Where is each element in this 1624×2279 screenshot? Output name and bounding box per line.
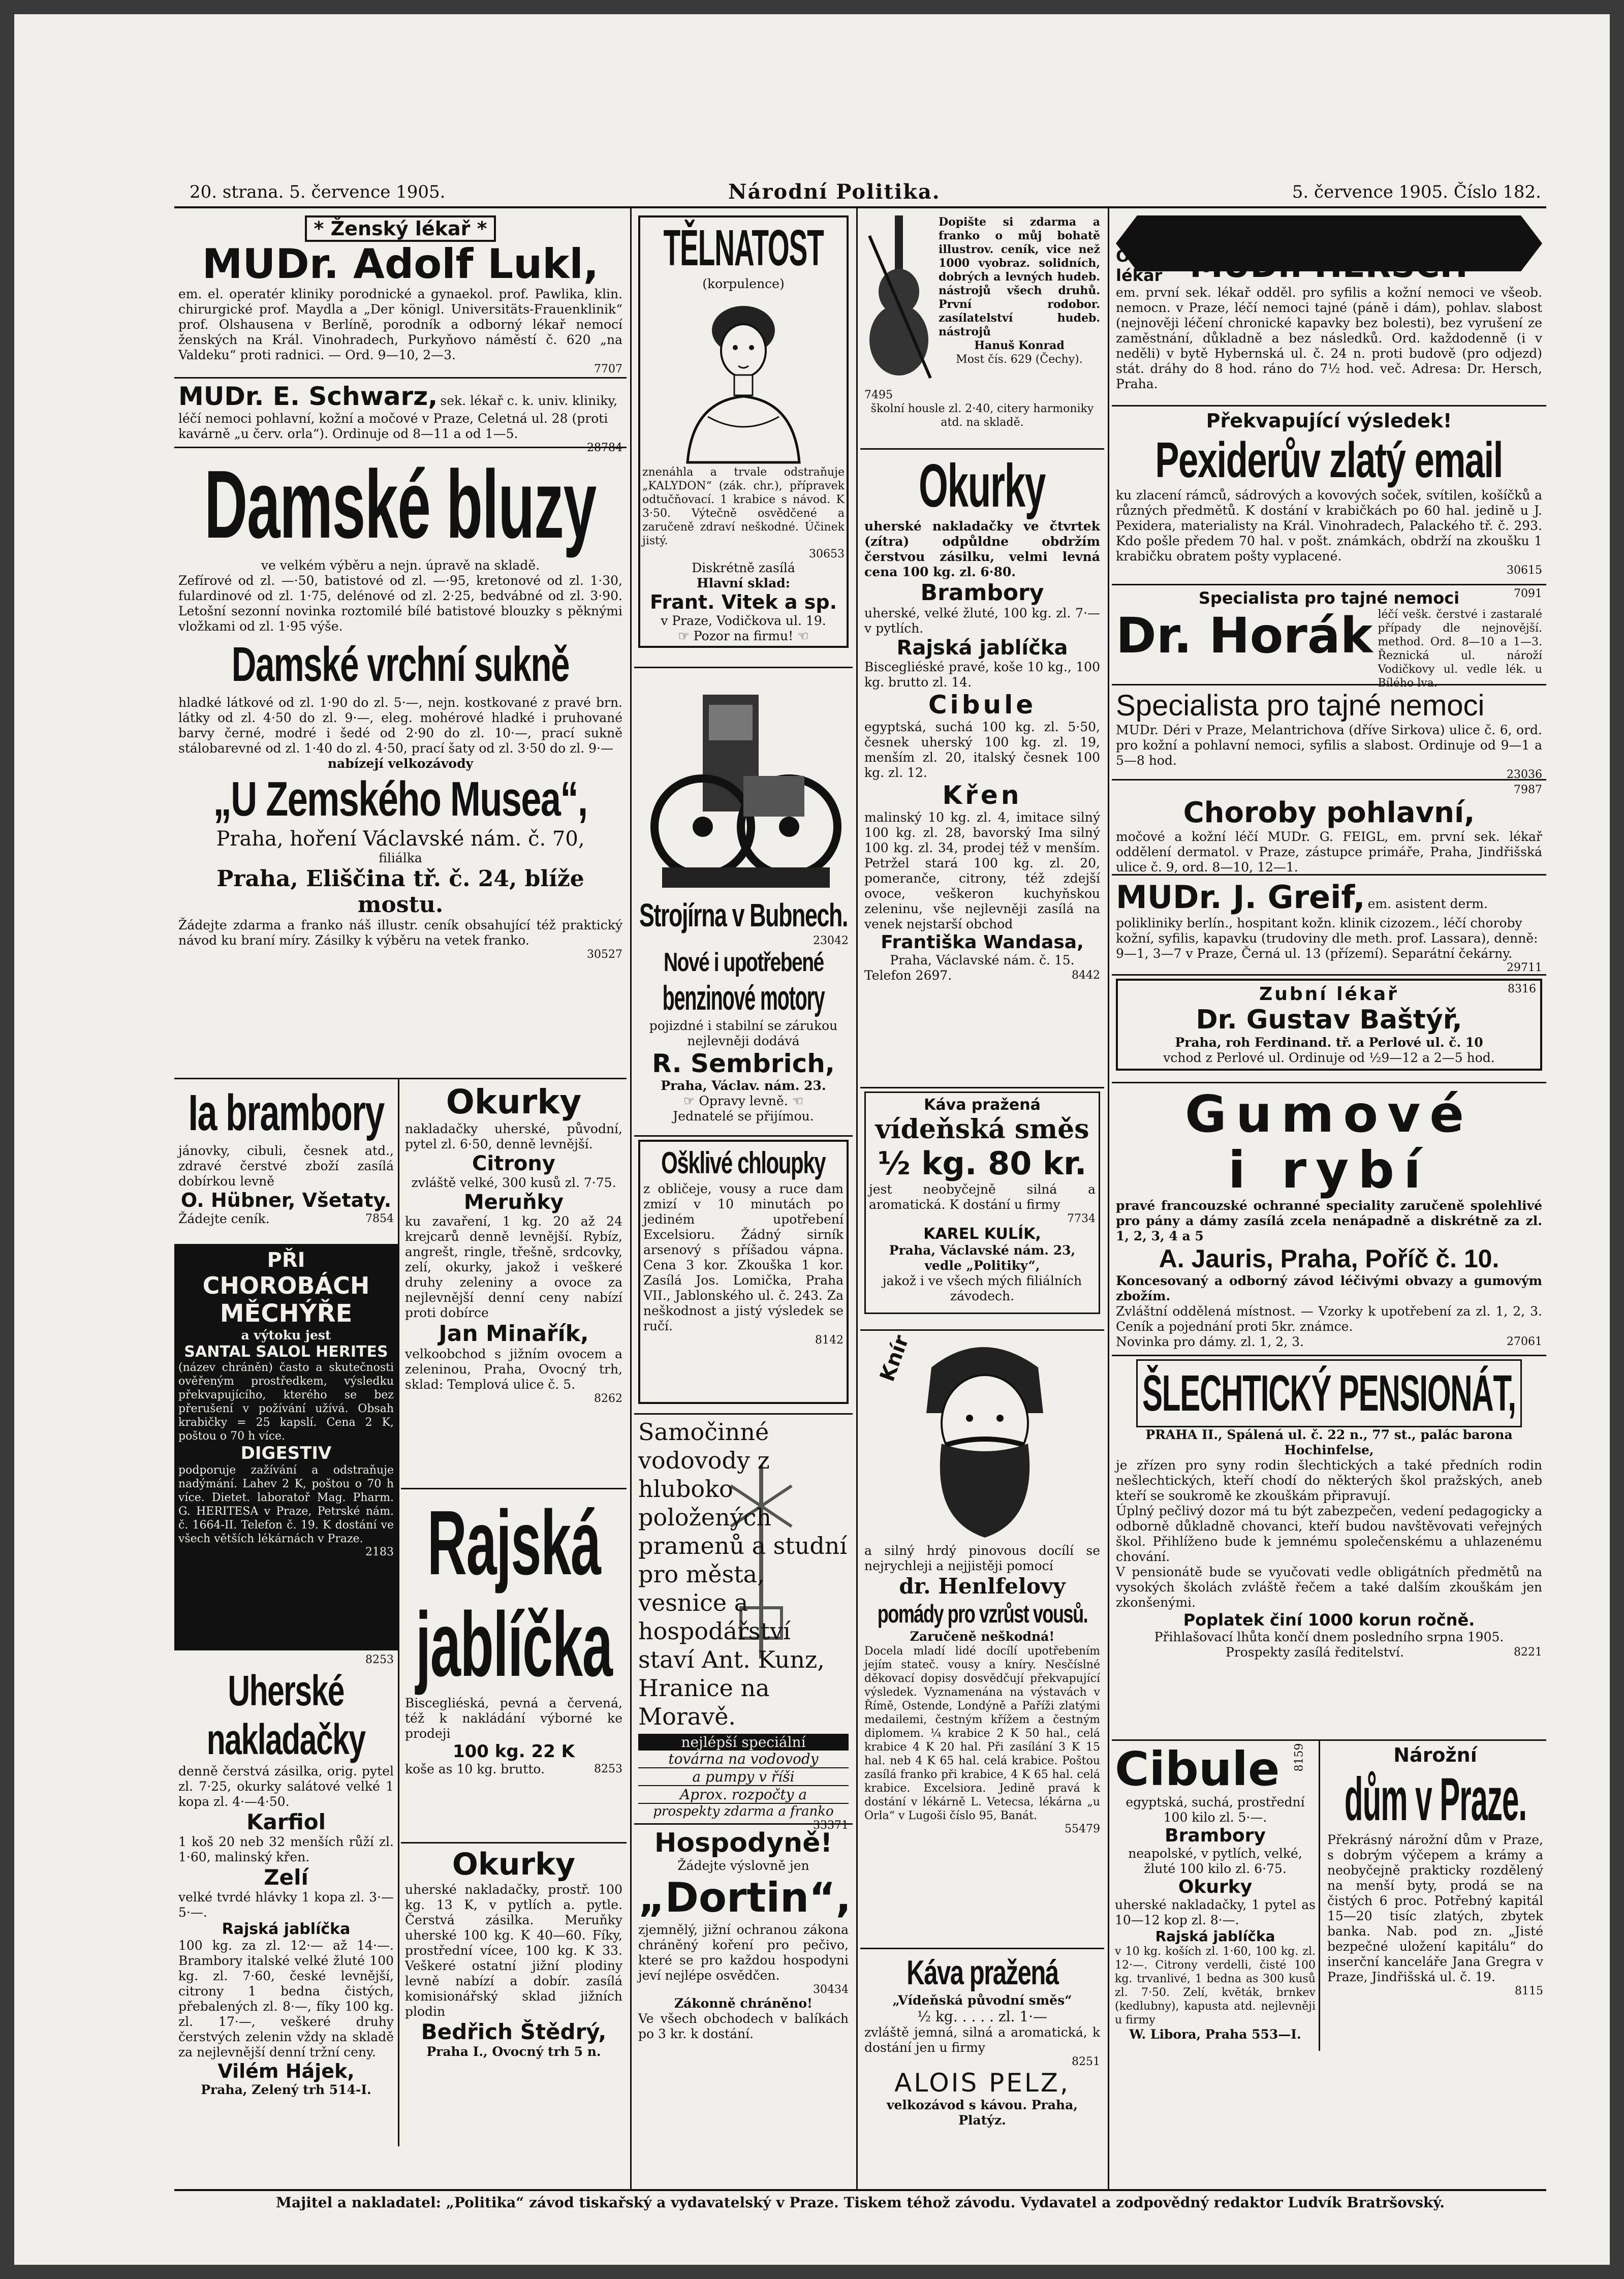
product-name: „Dortin“, [638,1874,851,1921]
ad-law: Zákonně chráněno! [674,1996,813,2011]
ad-body: uherské nakladačky, prostř. 100 kg. 13 K, v pytlích a. pytle. Čerstvá zásilka. Meruňky uherské 100 kg. K 40—60. Fíky, prostřední vícee, 100 kg. K 33. Veškeré ostatní jižní plodiny levně nabízí a dobír. zasílá komisionářský sklad jižních plodin [405,1882,622,2019]
ad-title-2: jablíčka [415,1594,612,1696]
ad-jauris [1112,1083,1546,1356]
ad-code: 7091 [1514,587,1542,600]
ad-bluzy [174,448,627,1079]
ad-top: Specialista pro tajné nemoci [1198,588,1460,608]
ad-kalydon [634,212,853,668]
ad-new: Novinka pro dámy. zl. 1, 2, 3. [1116,1334,1304,1349]
ad-label: Nárožní [1393,1744,1477,1766]
ad-lead: ve velkém výběru a nejn. úpravě na skladě. [261,558,540,573]
firm-name: Hanuš Konrad [974,339,1065,352]
item-body: velké tvrdé hlávky 1 kopa zl. 3·—5·—. [178,1890,394,1920]
doctor-name: MUDr. Adolf Lukl, [202,240,599,288]
item-body: malinský 10 kg. zl. 4, imitace silný 100 kg. zl. 28, bavorský Ima silný 100 kg. zl. 34, prodej též v menším. Petržel stará 100 kg. zl. 20, pomeranče, citrony, též zdejší ovoce, veškeron kuchyňskou zeleninu, vše nejlevněji zasílá na venek nejstarší obchod [864,810,1100,931]
ad-title: Okurky [452,1847,576,1882]
page-content [174,177,1546,2220]
ad-title: Rajská [427,1492,601,1594]
woman-portrait-illustration [677,295,809,462]
ad-title: TĚLNATOST [663,220,824,276]
ad-code: 8253 [365,1653,394,1666]
product-name: pomády pro vzrůst vousů. [877,1600,1087,1628]
violin-illustration [864,215,935,388]
ad-body: em. el. operatér kliniky porodnické a gynaekol. prof. Pawlika, klin. chirurgické prof. Maydla a „Der königl. Universitäts-Frauenklinik“ prof. Olshausena v Berlíně, porodník a odborný lékař nemocí ženských na Král. Vinohradech, Purkyňovo náměstí č. 620 „na Valdeku“ proti radnici. — Ord. 9—10, 2—3. [178,287,622,362]
ad-body: denně čerstvá zásilka, orig. pytel zl. 7·25, okurky salátové velké 1 kopa zl. 4·—4·50. [178,1764,394,1809]
ad-title: dům v Praze. [1344,1765,1526,1833]
ad-ship: Diskrétně zasílá [692,560,795,575]
ad-chorobach: CHOROBÁCH [202,1272,370,1299]
ad-body: egyptská, suchá, prostřední 100 kilo zl. 5·—. [1126,1795,1305,1825]
ad-repairs: ☞ Opravy levně. ☜ [683,1094,804,1108]
firm-phone: Telefon 2697. [864,968,952,983]
ad-title: Damské bluzy [204,451,597,558]
ad-separate: Zvláštní oddělená místnost. — Vzorky k upotřebení za zl. 1, 2, 3. Ceník a pojednání proti 5kr. známce. [1116,1304,1542,1334]
imprint-footer: Majitel a nakladatel: „Politika“ závod tiskařský a vydavatelský v Praze. Tiskem téhož závodu. Vydavatel a zodpovědný redaktor Ludvík Bratršovský. [275,2194,1445,2211]
ad-code: 7734 [1067,1212,1096,1225]
ad-code: 55479 [1065,1823,1100,1835]
firm-address: Praha, Zelený trh 514-I. [201,2082,371,2097]
doctor-name: Dr. Horák [1116,607,1373,664]
ad-lomicka [634,1137,853,1415]
ad-wandasa [860,450,1104,1088]
ad-body: jánovky, cibuli, česnek atd., zdravé čerstvé zboží zasílá dobírkou levně [178,1143,394,1189]
firm-name: ALOIS PELZ, [894,2068,1070,2098]
ad-feigl [1112,781,1546,876]
ad-body: znenáhla a trvale odstraňuje „KALYDON“ (zák. chr.), přípravek odtučňovací. 1 krabice s návod. K 3·50. Výtečně osvědčené a zaručeně zdraví neškodné. Účinek jistý. [642,466,845,547]
ad-price: ½ kg. 80 kr. [878,1145,1087,1182]
ad-label: Knír [876,1332,914,1385]
ad-code: 30615 [1507,564,1542,577]
price-note: koše as 10 kg. brutto. [405,1762,545,1776]
ad-code: 8159 [1293,1743,1306,1772]
ad-body: močové a kožní léčí MUDr. G. FEIGL, em. první sek. lékař oddělení dermatol. v Praze, zástupce primáře, Praha, Jindřišská ulice č. 9, ord. 8—10, 12—1. [1116,829,1542,875]
firm-name: Jan Minařík, [439,1321,589,1347]
item-title: Okurky [1178,1877,1253,1897]
col1-left [174,1079,399,2146]
ad-prospectus: Prospekty zasílá ředitelství. [1226,1645,1404,1660]
ad-license: Koncesovaný a odborný závod léčivými obvazy a gumovým zbožím. [1116,1273,1542,1303]
ad-lead: Překvapující výsledek! [1206,410,1452,432]
ad-text: Samočinné vodovody z hluboko položených pramenů a studní pro města, vesnice a hospodářství staví Ant. Kunz, Hranice na Moravě. [638,1418,848,1730]
ad-minarik [401,1079,627,1489]
column-3 [860,212,1104,2189]
item-title: Brambory [920,580,1044,606]
ad-title-2: i rybí [1228,1140,1430,1200]
ad-dum [1324,1741,1546,2051]
product-name: SANTAL SALOL HERITES [184,1343,388,1361]
ad-code: 8442 [1072,969,1100,982]
header-left: 20. strana. 5. července 1905. [190,182,446,202]
ad-hersch [1112,212,1546,407]
header-rule [174,206,1546,208]
ad-pexider [1112,407,1546,585]
ad-body: sek. lékař c. k. univ. kliniky, léčí nemoci pohlavní, kožní a močové v Praze, Celetná ul. 28 (proti kavárně „u červ. orla“). Ordinuje od 8—11 a od 1—5. [178,393,618,441]
firm-name: Bedřich Štědrý, [421,2019,607,2044]
ad-title: Specialista pro tajné nemoci [1116,689,1485,722]
column-2 [634,212,853,2189]
firm-name: KAREL KULÍK, [923,1225,1041,1243]
ad-title: Choroby pohlavní, [1183,796,1475,829]
ad-uherske [174,1650,398,2145]
ad-code: 7707 [594,363,622,376]
ad-code: 8262 [594,1392,622,1405]
firm-address: velkozávod s kávou. Praha, Platýz. [886,2098,1078,2128]
doctor-hours: vchod z Perlové ul. Ordinuje od ½9—12 a 2—5 hod. [1163,1050,1495,1065]
ad-mechyre: MĚCHÝŘE [220,1299,353,1328]
ad-rajska [401,1489,627,1844]
ad-code: 8316 [1508,983,1536,995]
ad-body: a silný hrdý pinovous docílí se nejrychleji a nejjistěji pomocí [864,1543,1100,1573]
ad-line: nejlépší speciální [638,1734,849,1751]
doctor-name: Dr. Gustav Baštýř, [1196,1005,1462,1035]
ad-line: Aprox. rozpočty a [638,1786,849,1804]
ad-offer: nabízejí velkozávody [327,756,474,771]
ad-title: Strojírna v Bubnech. [639,897,848,933]
ad-title: Okurky [919,452,1046,520]
item-body: 1 koš 20 neb 32 menších růží zl. 1·60, malinský křen. [178,1834,394,1864]
item-body: egyptská, suchá 100 kg. zl. 5·50, česnek uherský 100 kg. zl. 19, menším zl. 20, italský česnek 100 kg. zl. 12. [864,720,1100,780]
ad-lukl [174,212,627,379]
ad-title: Uherské nakladačky [207,1667,365,1763]
ad-code: 29711 [1507,961,1542,974]
ad-henlfel [860,1331,1104,1949]
ad-brambory [174,1079,398,1245]
ad-body: uherské nakladačky ve čtvrtek (zítra) odpůldne obdržím čerstvou zásilku, velmi levná cena 100 kg. zl. 6·80. [864,519,1100,579]
ad-pensionat [1112,1356,1546,1741]
ad-body: léčí vešk. čerstvé i zastaralé případy dle nejnovější. method. Ord. 8—10 a 1—3. Řeznická ul. nároží Vodičkovy ul. vedle lék. u Bílého lva. [1378,608,1542,690]
item-title: Zelí [264,1865,308,1890]
ad-body: Zefírové od zl. —·50, batistové od zl. —·95, kretonové od zl. 1·30, fulardinové od zl. 1·75, delénové od zl. 2·25, bedvábné od zl. 3·90. Letošní sezonní novinka roztomilé bílé batistové blouzky s pěknými vložkami od zl. 1·95 výše. [178,573,622,634]
branch-label: filiálka [379,851,422,865]
firm-address: Praha I., Ovocný trh 5 n. [426,2044,601,2059]
column-4 [1112,212,1546,2189]
product-name: „Vídeňská původní směs“ [892,1993,1072,2008]
ad-title: Ošklivé chloupky [661,1146,826,1180]
firm-name: Vilém Hájek, [217,2060,355,2082]
col4-lower [1112,1741,1546,2051]
header-right: 5. července 1905. Číslo 182. [1292,182,1541,202]
ad-stedry [401,1844,627,2135]
ad-code: 7495 [864,389,893,401]
item-title: Karfiol [246,1809,326,1834]
ad-body: Biscegliéská, pevná a červená, též k nakládání výborné ke prodeji [405,1696,622,1741]
col1-lower [174,1079,627,2146]
item-body: uherské nakladačky, 1 pytel as 10—12 kop zl. 8·—. [1115,1897,1316,1927]
firm-address: Praha, Václav. nám. 23. [661,1078,826,1093]
ad-price: 100 kg. 22 K [452,1741,575,1762]
ad-schwarz [174,379,627,454]
ad-title: Pexiderův zlatý email [1155,432,1503,488]
item-title: Cibule [928,690,1037,720]
ad-code: 27061 [1507,1335,1542,1348]
doctor-name: dr. Henlfelovy [899,1574,1066,1599]
ad-label: Odborný lékař [1116,246,1195,285]
ad-title-2: Damské vrchní sukně [231,637,570,692]
engine-illustration [642,674,845,893]
ad-body: je zřízen pro syny rodin šlechtických a také předních rodin nešlechtických, kteří chodí do některých škol pražských, aneb kteří se soukromě ke zkouškám připravují. [1116,1458,1542,1503]
ad-body: Dopište si zdarma a franko o můj bohatě illustrov. ceník, vice než 1000 vyobraz. solidních, dobrých a levných hudeb. nástrojů všech druhů. První rodobor. zasílatelství hudeb. nástrojů [939,215,1100,338]
ad-body-2: podporuje zažívání a odstraňuje nadýmání. Lahev 2 K, poštou o 70 h více. Dietet. laboratoř Mag. Pharm. G. HERITESA v Praze, Petrské nám. č. 1664-II. Telefon č. 19. K dostání ve všech větších lékárnách v Praze. [178,1464,394,1545]
ad-text: Docela mladí lidé docílí upotřebením jejím stateč. vousy a kníry. Nesčíslné děkovací dopisy dosvědčují překvapující výsledek. Vyznamenána na výstavách v Římě, Ostende, Londýně a Paříži zlatými medailemi, čestným křížem a čestným diplomem. ¼ krabice 2 K 50 hal., celá krabice 4 K 20 hal. Při zasílání 3 K 15 hal. neb 4 K 65 hal. celá krabice. Poštou zasílá franko při krabice, 4 K 65 hal. celá krabice. Excelsiora. Jedině pravá k dostání v lékárně L. Vetecsa, lékárna „u Orla“ v Lugoši číslo 95, Banát. [864,1645,1100,1822]
ad-body: (název chráněn) často a skutečnosti ověřeným prostředkem, výsledku překvapujícího, kterého se bez přerušení v požívání užívá. Obsah krabičky = 25 kapslí. Cena 2 K, poštou o 70 h více. [178,1361,394,1443]
item-title: Křen [942,781,1022,810]
col1-right [401,1079,627,2146]
ad-store: Hlavní sklad: [696,576,791,590]
ad-heritesa [174,1245,398,1650]
item-body: Biscegliéské pravé, koše 10 kg., 100 kg. brutto zl. 14. [864,660,1100,690]
ad-pelz [860,1949,1104,2170]
item-body: ku zavaření, 1 kg. 20 až 24 krejcarů denně levnější. Rybíz, angrešt, ringle, třešně, srdcovky, zelí, okurky, jakož i veškeré druhy zeleniny a ovoce za nejlevnější denní ceny nabízí proti dobírce [405,1214,622,1320]
ad-code: 8115 [1515,1985,1543,1997]
ad-body: nakladačky uherské, původní, pytel zl. 6·50, denně levnější. [405,1121,622,1151]
ad-title: ŠLECHTICKÝ PENSIONÁT, [1142,1365,1516,1422]
ad-title: Ia brambory [188,1084,384,1141]
ad-code: 33371 [813,1819,849,1832]
ad-libora [1112,1741,1320,2051]
ad-sembrich [634,668,853,1137]
ad-price: ½ kg. . . . . zl. 1·— [917,2008,1048,2025]
ad-agents: Jednatelé se přijímou. [673,1109,814,1123]
ad-greif [1112,876,1546,976]
column-rule [630,208,632,2190]
firm-name: W. Libora, Praha 553—I. [1129,2027,1301,2042]
ad-body: jest neobyčejně silná a aromatická. K dostání u firmy [869,1182,1096,1212]
ad-address: PRAHA II., Spálená ul. č. 22 n., 77 st., palác barona Hochinfelse, [1145,1427,1513,1457]
ad-code: 30653 [809,548,845,560]
ad-body: em. asistent derm. polikliniky berlín., hospitant kožn. klinik cizozem., léčí choroby kožní, syfilis, kapavku (trudoviny dle meth. prof. Lassara), denně: 9—1, 3—7 v Praze, Černá ul. 13 (přízemí). Separátní čekárny. [1116,896,1538,961]
firm-name: O. Hübner, Všetaty. [180,1189,392,1211]
ad-title: Cibule [1115,1742,1280,1796]
column-1 [174,212,627,2189]
ad-note: Žádejte zdarma a franko náš illustr. ceník obsahující též praktický návod ku braní míry. Zásilky k výběru na vetek franko. [178,918,622,948]
firm-name: Frant. Vitek a sp. [649,591,837,613]
ad-code: 7987 [1514,784,1542,796]
item-body: v 10 kg. koších zl. 1·60, 100 kg. zl. 12·—. Citrony verdelli, čisté 100 kg. trvanlivé, 1 bedna as 300 kusů zl. 7·50. Zelí, květák, brnkev (kedlubny), kapusta atd. nejlevněji u firmy [1115,1945,1316,2026]
item-title: Rajská jablíčka [896,636,1068,660]
ad-code: 2183 [365,1546,394,1558]
ad-line: prospekty zdarma a franko [653,1804,834,1819]
ad-title: Hospodyně! [654,1828,833,1858]
ad-bastyr [1112,976,1546,1083]
doctor-name: MUDr. HERSCH [1190,246,1468,285]
ad-title: Okurky [446,1082,582,1121]
ad-title: Káva pražená [906,1953,1058,1992]
ad-note: jakož i ve všech mých filiálních závodech. [882,1273,1082,1303]
ad-konrad [860,212,1104,450]
ad-title: Káva pražená [924,1096,1041,1114]
ad-safe: Zaručeně neškodná! [910,1629,1055,1644]
item-title: Citrony [472,1152,555,1175]
ad-body: zvláště jemná, silná a aromatická, k dostání jen u firmy [864,2025,1100,2055]
ad-code: 8253 [594,1763,622,1775]
ad-note: Žádejte ceník. [178,1211,270,1226]
ad-registration: Přihlašovací lhůta končí dnem posledního srpna 1905. [1154,1630,1504,1644]
firm-name: A. Jauris, Praha, Poříč č. 10. [1159,1244,1500,1273]
masthead: Národní Politika. [728,180,941,204]
ad-body-2: Úplný pečlivý dozor má tu být zabezpečen, vedení pedagogicky a odborně důkladně chovanci, kteří budou navštěvovati veřejných škol. Přihlíženo bude k jemnému společenskému a uhlazenému chování. [1116,1504,1542,1564]
ad-motory: benzinové motory [662,979,825,1017]
item-title: Meruňky [463,1191,564,1214]
column-rule [1108,208,1109,2190]
ad-body: z obličeje, vousy a ruce dam zmizí v 10 minutách po jediném upotřebení Excelsioru. Žádný sirník arsenový s příšadou vápna. Cena 3 kor. Zkouška 1 kor. Zasílá Jos. Lomička, Praha VII., Jablonského ul. č. 243. Za neškodnost a jistý výsledek se ručí. [643,1181,844,1333]
ad-new: Nové i upotřebené [663,948,824,977]
firm-name: Františka Wandasa, [881,932,1084,953]
product-name-2: DIGESTIV [240,1443,332,1463]
item-title: Rajská jablíčka [222,1920,351,1938]
item-body: zvláště velké, 300 kusů zl. 7·75. [411,1175,616,1190]
doctor-name: MUDr. J. Greif, [1116,879,1365,916]
firm-address: Praha, Václavské nám. 23, vedle „Politiky“, [889,1243,1076,1273]
ad-body-3: V pensionátě bude se vyučovati vedle obligátních předmětů na vysokých školách zvláště řečem a také dalším zkouškám jen zkonšenými. [1116,1565,1542,1610]
ad-code: 8251 [1072,2055,1100,2068]
ad-dortin [634,1825,853,2055]
column-rule [856,208,858,2190]
ad-subtitle: (korpulence) [702,276,785,291]
ad-body: Překrásný nárožní dům v Praze, s dobrým výčepem a krámy a neobyčejně prakticky rozdělený na menší byty, prodá se na čistých 6 proc. Potřebný kapitál 15—20 tisíc zlatých, zbytek banka. Nab. pod zn. „Jisté bezpečné uložení kapitálu“ do inserční kanceláře Jana Gregra v Praze, Jindřišská ul. č. 19. [1327,1832,1543,1984]
ad-kulik [860,1088,1104,1331]
ad-lead: Žádejte výslovně jen [677,1858,809,1873]
ad-code: 8221 [1514,1646,1542,1659]
ad-body: em. první sek. lékař odděl. pro syfilis a kožní nemoci ve všeob. nemocn. v Praze, léčí nemoci tajné (páně i dám), pohlav. slabost (nejnověji léčení chronické kapavky bez bolesti), bez vyrušení ze zaměstnání, důkladně a bez následků. Ord. každodenně (i v neděli) v bytě Hybernská ul. č. 24 n. proti budově (pro odjezd) stát. dráhy do 8 hod. ráno do 7½ hod. več. Adresa: Dr. Hersch, Praha. [1116,285,1542,391]
doctor-name: MUDr. E. Schwarz, [178,382,438,411]
ad-pri: PŘI [267,1248,305,1272]
ad-foot: školní housle zl. 2·40, citery harmoniky atd. na skladě. [870,402,1094,429]
running-head [174,177,1546,207]
ad-body: ku zlacení rámců, sádrových a kovových soček, svítilen, košíčků a různých předmětů. K dostání v krabičkách po 60 hal. jedině u J. Pexidera, materialisty na Král. Vinohradech, Palackého tř. č. 293. Kdo pošle předem 70 hal. v pošt. známkách, obdrží na zkoušku 1 krabičku obratem pošty vyplacené. [1116,488,1542,564]
ad-body: zjemnělý, jižní ochranou zákona chráněný koření pro pečivo, které se pro každou hospodyni jeví nejlépe osvědčen. [638,1922,849,1983]
ad-code: 8142 [815,1334,844,1347]
ad-vytoku: a výtoku jest [241,1328,331,1343]
ad-deri [1112,685,1546,781]
firm-address: Most čís. 629 (Čechy). [956,353,1083,366]
item-body: uherské, velké žluté, 100 kg. zl. 7·— v pytlích. [864,606,1100,636]
newspaper-page [14,14,1610,2265]
ad-code: 7854 [365,1212,394,1225]
ad-heading: * Ženský lékař * [305,215,496,242]
item-body: 100 kg. za zl. 12·— až 14·—. Brambory italské velké žluté 100 kg. zl. 7·60, české levnější, citrony 1 bedna čistých, přebalených zl. 8·—, fíky 100 kg. zl. 17·—, veškeré druhy čerstvých zelenin vždy na skladě za nejlevnější denní tržní ceny. [178,1938,394,2059]
doctor-address: Praha, roh Ferdinand. tř. a Perlové ul. č. 10 [1175,1035,1483,1050]
shop-address: Praha, hoření Václavské nám. č. 70, [216,827,585,851]
ad-code: 30527 [587,948,622,961]
item-body: neapolské, v pytlích, velké, žluté 100 kilo zl. 6·75. [1128,1846,1302,1876]
shop-name: „U Zemského Musea“, [213,772,587,826]
product-name: vídeňská směs [875,1114,1089,1145]
firm-address: Praha, Václavské nám. č. 15. [890,953,1075,967]
ad-line: a pumpy v říši [638,1768,849,1786]
ad-horak [1112,585,1546,690]
ad-code: 23042 [813,934,849,947]
item-title: Rajská jablíčka [1155,1928,1275,1945]
ad-line: továrna na vodovody [638,1751,849,1768]
ad-code: 23036 [1507,768,1542,781]
firm-body: velkoobchod s jižním ovocem a zeleninou, Praha, Ovocný trh, sklad: Templová ulice č. 5. [405,1347,622,1392]
firm-address: v Praze, Vodičkova ul. 19. [661,613,826,628]
ad-title: Gumové [1184,1084,1474,1144]
ad-sale: Ve všech obchodech v balíkách po 3 kr. k dostání. [638,2011,849,2041]
firm-name: R. Sembrich, [652,1049,835,1078]
bearded-man-illustration [870,1337,1094,1540]
ad-code: 30434 [813,1983,849,1996]
ad-body: MUDr. Déri v Praze, Melantrichova (dříve Sirkova) ulice č. 6, ord. pro kožní a pohlavní nemoci, syfilis a slabost. Ordinuje od 9—1 a 5—8 hod. [1116,723,1542,768]
ad-fee: Poplatek činí 1000 korun ročně. [1183,1610,1475,1630]
ad-body: pravé francouzské ochranné speciality zaručeně spolehlivé pro pány a dámy zasílá zcela nenápadně a diskrétně za zl. 1, 2, 3, 4 a 5 [1116,1198,1542,1243]
ad-code: 28784 [587,442,622,454]
ad-body: pojizdné i stabilní se zárukou nejlevněji dodává [649,1018,838,1048]
item-title: Brambory [1165,1825,1266,1846]
ad-note: ☞ Pozor na firmu! ☜ [678,629,809,643]
branch-address: Praha, Eliščina tř. č. 24, blíže mostu. [216,866,584,918]
ad-body-2: hladké látkové od zl. 1·90 do zl. 5·—, nejn. kostkované z pravé brn. látky od zl. 4·50 do zl. 9·—, eleg. mohérové hladké i pruhované barvy černé, modré i šedé od 2·90 do zl. 10·—, prací sukně stálobarevné od zl. 1·40 do zl. 4·50, prací šaty od zl. 3·50 do zl. 9·— [178,695,622,756]
ad-label: Zubní lékař [1259,984,1399,1005]
ad-kunz [634,1415,853,1832]
